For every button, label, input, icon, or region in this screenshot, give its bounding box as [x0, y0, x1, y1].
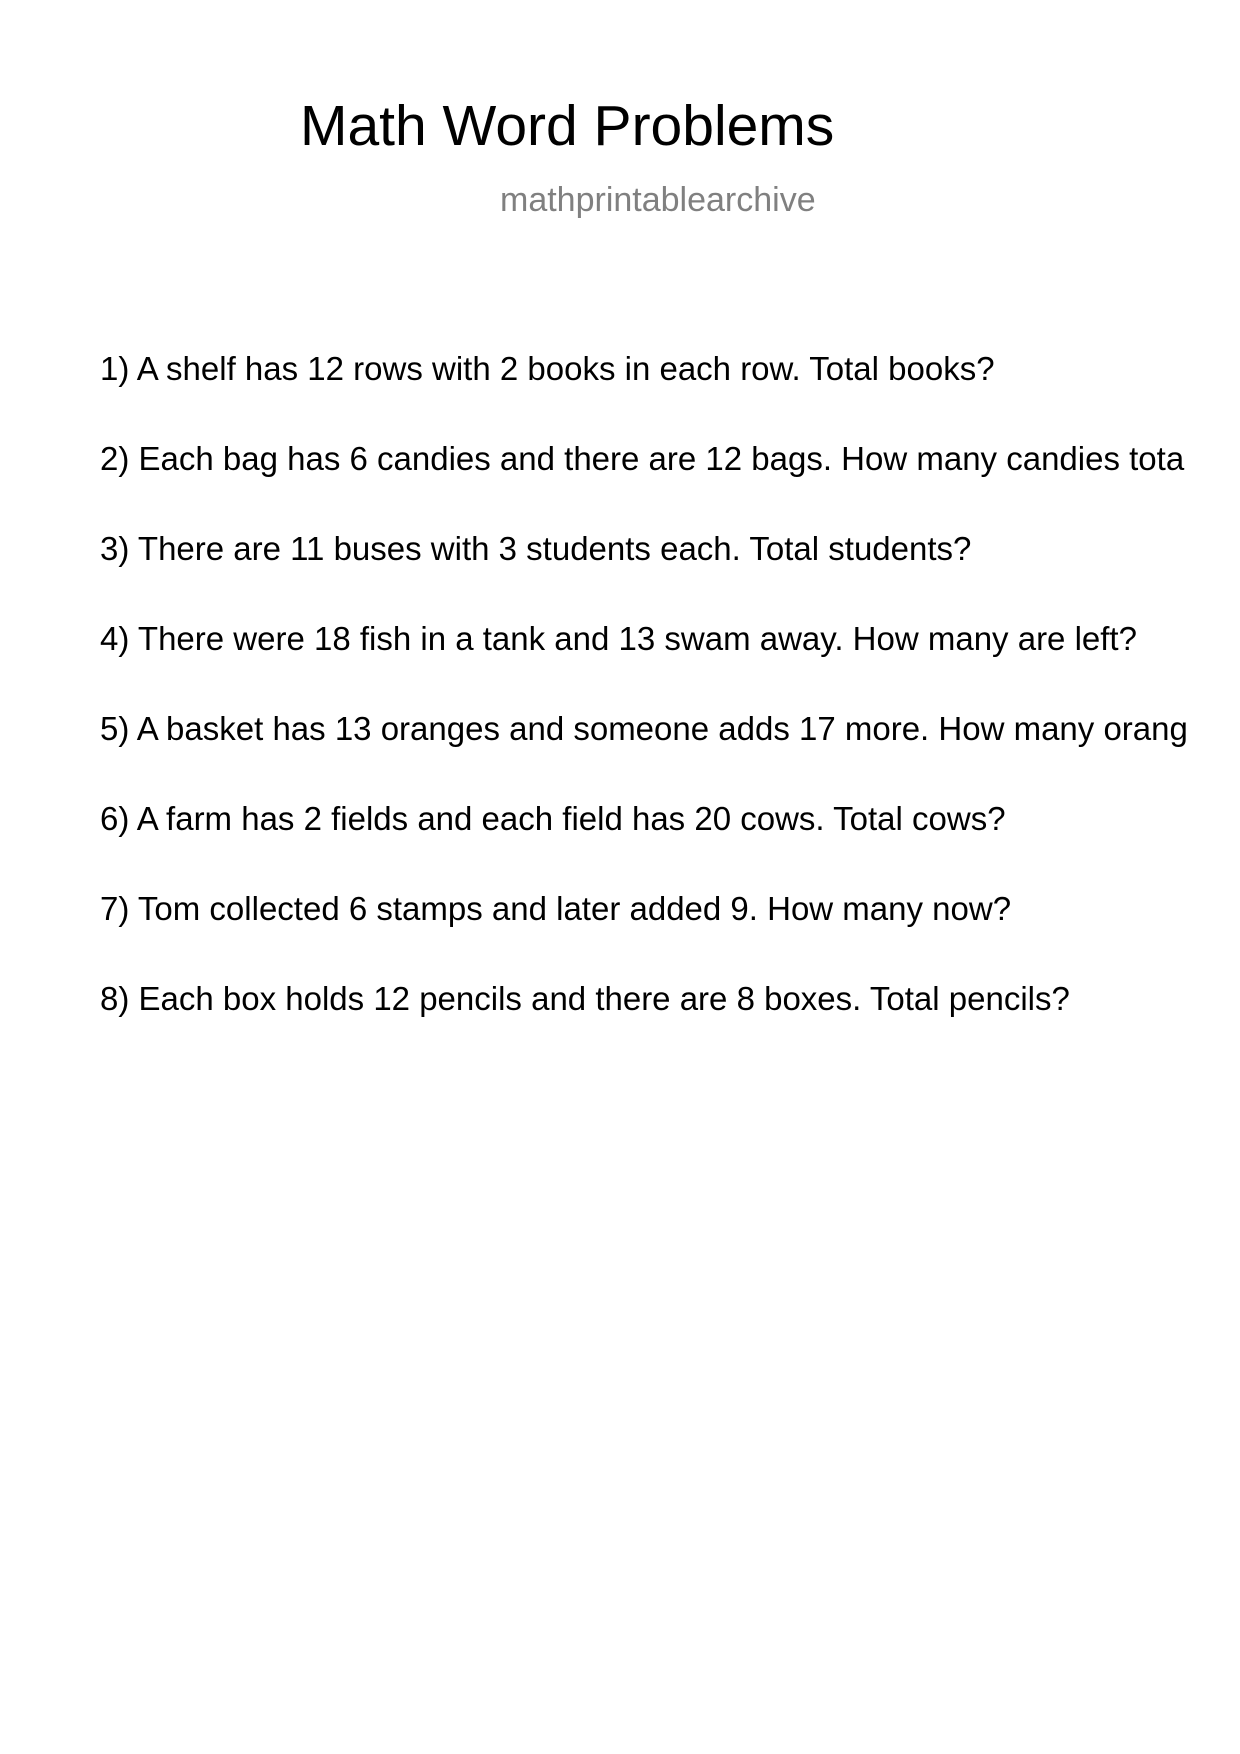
page-subtitle: mathprintablearchive	[500, 181, 816, 219]
problem-6: 6) A farm has 2 fields and each field has 20 cows. Total cows?	[100, 802, 1006, 837]
problem-list	[100, 352, 1240, 1072]
problem-2: 2) Each bag has 6 candies and there are 12 bags. How many candies tota	[100, 442, 1185, 477]
problem-3: 3) There are 11 buses with 3 students each. Total students?	[100, 532, 972, 567]
problem-8: 8) Each box holds 12 pencils and there are 8 boxes. Total pencils?	[100, 982, 1070, 1017]
page-title: Math Word Problems	[300, 94, 835, 158]
problem-7: 7) Tom collected 6 stamps and later added 9. How many now?	[100, 892, 1012, 927]
problem-4: 4) There were 18 fish in a tank and 13 swam away. How many are left?	[100, 622, 1137, 657]
problem-5: 5) A basket has 13 oranges and someone adds 17 more. How many orang	[100, 712, 1188, 747]
problem-1: 1) A shelf has 12 rows with 2 books in each row. Total books?	[100, 352, 995, 387]
